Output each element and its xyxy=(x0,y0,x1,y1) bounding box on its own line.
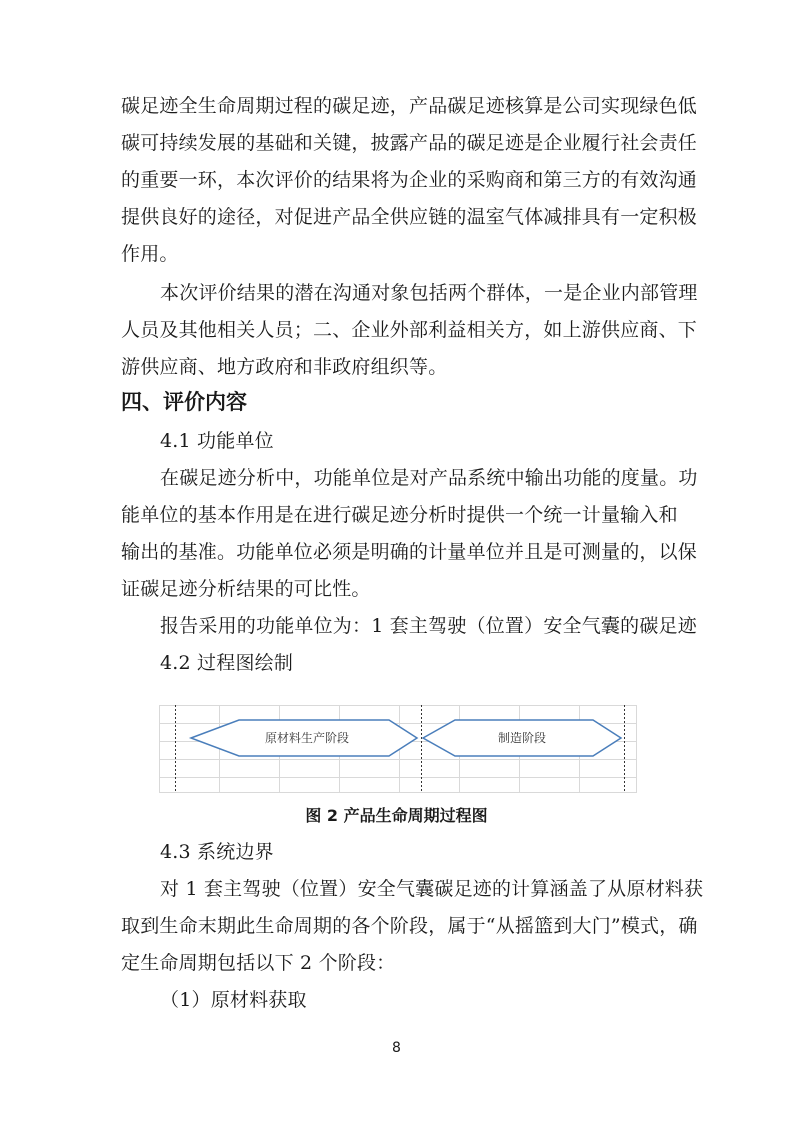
page-number: 8 xyxy=(392,1040,401,1056)
list-item-1: （1）原材料获取 xyxy=(160,989,307,1011)
subheading-4-3: 4.3 系统边界 xyxy=(160,841,274,863)
section-heading: 四、评价内容 xyxy=(121,390,247,414)
paragraph-2-line-1: 本次评价结果的潜在沟通对象包括两个群体，一是企业内部管理 xyxy=(160,282,698,304)
paragraph-1-line-1: 碳足迹全生命周期过程的碳足迹，产品碳足迹核算是公司实现绿色低 xyxy=(121,95,698,117)
paragraph-3-line-4: 证碳足迹分析结果的可比性。 xyxy=(121,578,371,600)
process-diagram xyxy=(159,705,637,793)
paragraph-5-line-1: 对 1 套主驾驶（位置）安全气囊碳足迹的计算涵盖了从原材料获 xyxy=(160,878,704,900)
paragraph-5-line-2: 取到生命末期此生命周期的各个阶段，属于“从摇篮到大门”模式，确 xyxy=(121,915,698,937)
figure-caption: 图 2 产品生命周期过程图 xyxy=(305,806,488,825)
paragraph-4: 报告采用的功能单位为：1 套主驾驶（位置）安全气囊的碳足迹 xyxy=(160,615,697,637)
paragraph-1-line-4: 提供良好的途径，对促进产品全供应链的温室气体减排具有一定积极 xyxy=(121,206,698,228)
stage-label-raw-material: 原材料生产阶段 xyxy=(264,731,350,745)
paragraph-3-line-1: 在碳足迹分析中，功能单位是对产品系统中输出功能的度量。功 xyxy=(160,467,698,489)
process-diagram-svg xyxy=(159,705,637,793)
paragraph-1-line-3: 的重要一环，本次评价的结果将为企业的采购商和第三方的有效沟通 xyxy=(121,169,698,191)
paragraph-2-line-3: 游供应商、地方政府和非政府组织等。 xyxy=(121,356,448,378)
stage-label-manufacturing: 制造阶段 xyxy=(497,731,547,745)
paragraph-1-line-2: 碳可持续发展的基础和关键，披露产品的碳足迹是企业履行社会责任 xyxy=(121,132,698,154)
paragraph-2-line-2: 人员及其他相关人员；二、企业外部利益相关方，如上游供应商、下 xyxy=(121,319,698,341)
subheading-4-1: 4.1 功能单位 xyxy=(160,430,274,452)
paragraph-1-line-5: 作用。 xyxy=(121,243,179,265)
paragraph-5-line-3: 定生命周期包括以下 2 个阶段： xyxy=(121,952,396,974)
paragraph-3-line-2: 能单位的基本作用是在进行碳足迹分析时提供一个统一计量输入和 xyxy=(121,504,678,526)
subheading-4-2: 4.2 过程图绘制 xyxy=(160,652,294,674)
paragraph-3-line-3: 输出的基准。功能单位必须是明确的计量单位并且是可测量的，以保 xyxy=(121,541,698,563)
